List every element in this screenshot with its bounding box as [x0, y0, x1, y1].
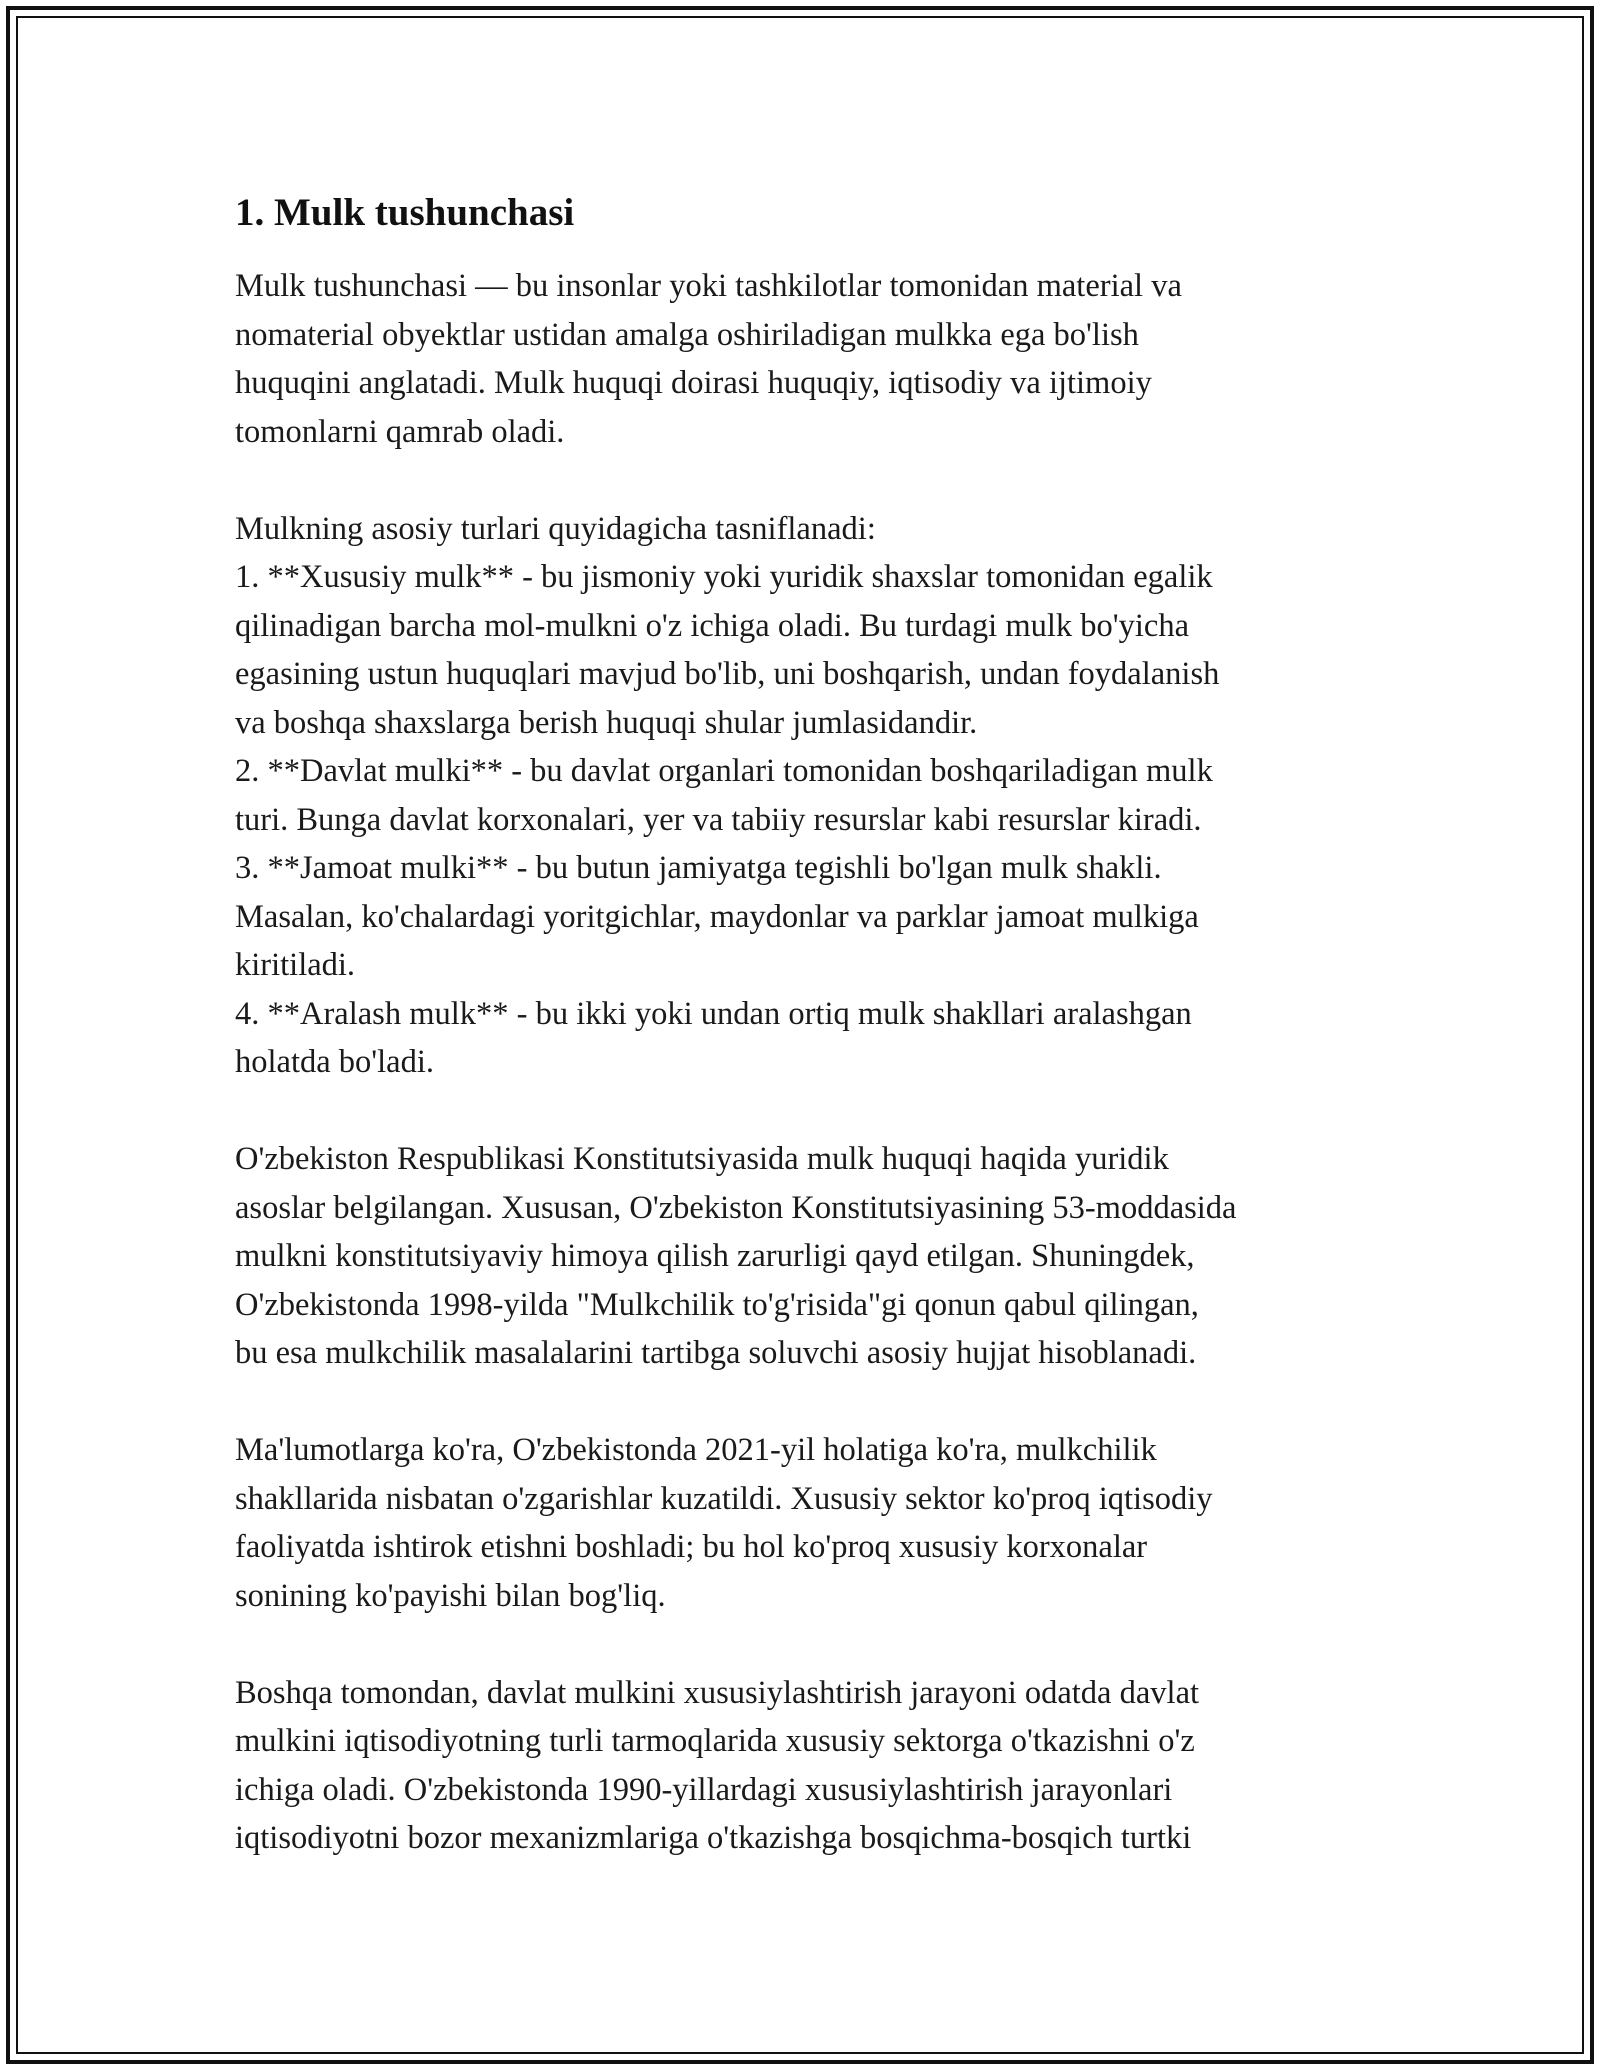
paragraph-privatization: Boshqa tomondan, davlat mulkini xususiylashtirish jarayoni odatda davlat mulkini iqtisodiyotning turli tarmoqlarida xususiy sektorga o'tkazishni o'z ichiga oladi. O'zbekistonda 1990-yillardagi xususiylashtirish jarayonlari iqtisodiyotni bozor mexanizmlariga o'tkazishga bosqichma-bosqich turtki — [235, 1674, 1200, 1856]
paragraph-gap — [235, 1620, 1375, 1669]
section-heading: 1. Mulk tushunchasi — [235, 191, 575, 234]
paragraph-property-types: Mulkning asosiy turlari quyidagicha tasniflanadi: 1. **Xususiy mulk** - bu jismoniy yoki yuridik shaxslar tomonidan egalik qilinadigan barcha mol-mulkni o'z ichiga oladi. Bu turdagi mulk bo'yicha egasining ustun huquqlari mavjud bo'lib, uni boshqarish, undan foydalanish va boshqa shaxslarga berish huquqi shular jumlasidandir. 2. **Davlat mulki** - bu davlat organlari tomonidan boshqariladigan mulk turi. Bunga davlat korxonalari, yer va tabiiy resurslar kabi resurslar kiradi. 3. **Jamoat mulki** - bu butun jamiyatga tegishli bo'lgan mulk shakli. Masalan, ko'chalardagi yoritgichlar, maydonlar va parklar jamoat mulkiga kiritiladi. 4. **Aralash mulk** - bu ikki yoki undan ortiq mulk shakllari aralashgan holatda bo'ladi. — [235, 510, 1220, 1080]
paragraph-gap — [235, 1378, 1375, 1427]
paragraph-statistics: Ma'lumotlarga ko'ra, O'zbekistonda 2021-yil holatiga ko'ra, mulkchilik shakllarida nisbatan o'zgarishlar kuzatildi. Xususiy sektor ko'proq iqtisodiy faoliyatda ishtirok etishni boshladi; bu hol ko'proq xususiy korxonalar sonining ko'payishi bilan bog'liq. — [235, 1432, 1213, 1614]
paragraph-constitution: O'zbekiston Respublikasi Konstitutsiyasida mulk huquqi haqida yuridik asoslar belgilangan. Xususan, O'zbekiston Konstitutsiyasining 53-moddasida mulkni konstitutsiyaviy himoya qilish zarurligi qayd etilgan. Shuningdek, O'zbekistonda 1998-yilda "Mulkchilik to'g'risida"gi qonun qabul qilingan, bu esa mulkchilik masalalarini tartibga soluvchi asosiy hujjat hisoblanadi. — [235, 1141, 1237, 1371]
paragraph-definition: Mulk tushunchasi — bu insonlar yoki tashkilotlar tomonidan material va nomaterial obyektlar ustidan amalga oshiriladigan mulkka ega bo'lish huquqini anglatadi. Mulk huquqi doirasi huquqiy, iqtisodiy va ijtimoiy tomonlarni qamrab oladi. — [235, 268, 1182, 450]
paragraph-gap — [235, 1087, 1375, 1136]
document-body — [235, 188, 1375, 1863]
paragraph-gap — [235, 456, 1375, 505]
